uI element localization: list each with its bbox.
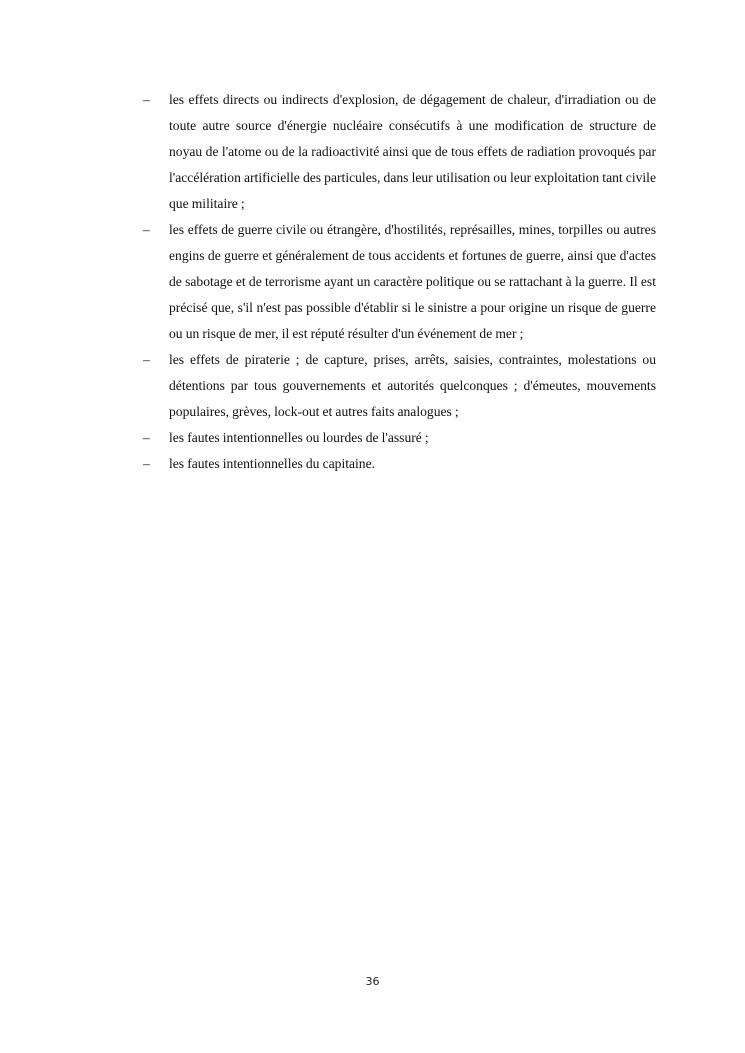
list-item (0, 425, 745, 451)
bullet-dash-icon: – (143, 430, 150, 445)
list-item-text: les effets de guerre civile ou étrangère, d'hostilités, représailles, mines, torpilles ou autres engins de guerre et généralement de tous accidents et fortunes de guerre, ainsi que d'actes de sabotage et de terrorisme ayant un caractère politique ou se rattachant à la guerre. Il est précisé que, s'il n'est pas possible d'établir si le sinistre a pour origine un risque de guerre ou un risque de mer, il est réputé résulter d'un événement de mer ; (169, 222, 656, 341)
page-number: 36 (365, 975, 380, 988)
list-item (0, 451, 745, 477)
list-item-text: les fautes intentionnelles ou lourdes de l'assuré ; (169, 430, 429, 445)
list-item-text: les effets directs ou indirects d'explosion, de dégagement de chaleur, d'irradiation ou de toute autre source d'énergie nucléaire consécutifs à une modification de structure de noyau de l'atome ou de la radioactivité ainsi que de tous effets de radiation provoqués par l'accélération artificielle des particules, dans leur utilisation ou leur exploitation tant civile que militaire ; (169, 92, 656, 211)
bullet-dash-icon: – (143, 456, 150, 471)
list-item-text: les effets de piraterie ; de capture, prises, arrêts, saisies, contraintes, molestations ou détentions par tous gouvernements et autorités quelconques ; d'émeutes, mouvements populaires, grèves, lock-out et autres faits analogues ; (169, 352, 656, 419)
bullet-dash-icon: – (143, 92, 150, 107)
bullet-dash-icon: – (143, 222, 150, 237)
list-item-text: les fautes intentionnelles du capitaine. (169, 456, 376, 471)
list-item (0, 217, 745, 347)
bullet-dash-icon: – (143, 352, 150, 367)
list-item (0, 87, 745, 217)
list-item (0, 347, 745, 425)
exclusions-list (0, 87, 745, 477)
